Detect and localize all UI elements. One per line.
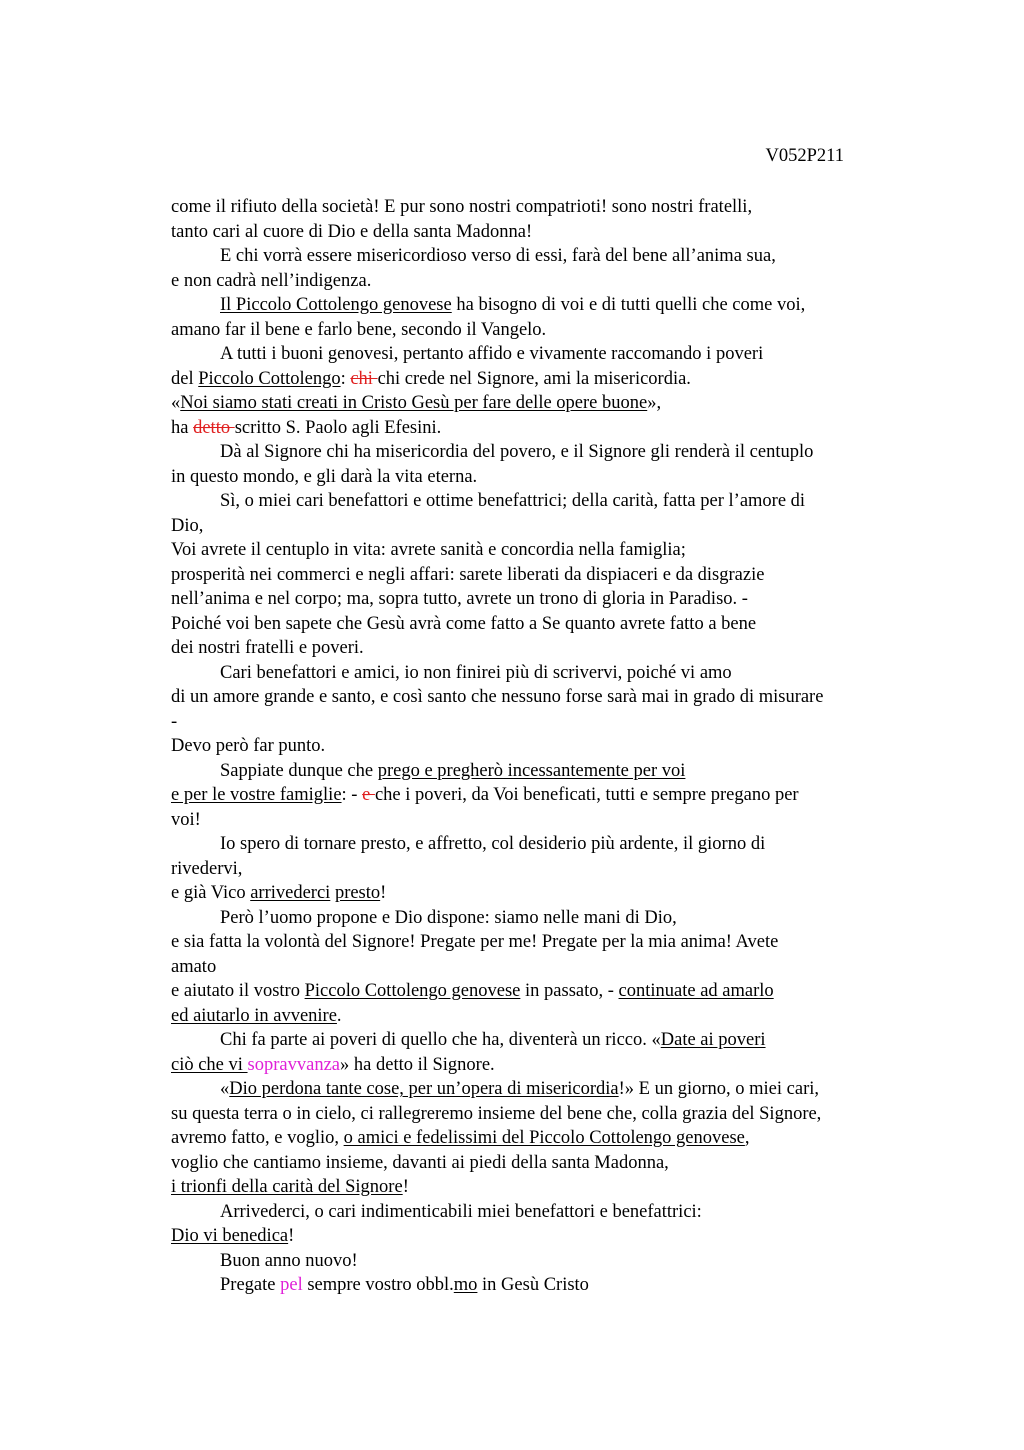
text-line: e sia fatta la volontà del Signore! Pregate per me! Pregate per la mia anima! Avete <box>171 932 779 952</box>
underlined-text: Dio perdona tante cose, per un’opera di misericordia <box>229 1079 619 1099</box>
text-line: tanto cari al cuore di Dio e della santa Madonna! <box>171 221 533 242</box>
text-line: e già Vico arrivederci presto! <box>171 883 387 903</box>
text-line: in questo mondo, e gli darà la vita eterna. <box>171 466 478 487</box>
underlined-text: o amici e fedelissimi del Piccolo Cottolengo genovese <box>343 1128 745 1148</box>
deleted-text: detto <box>193 417 235 438</box>
text-line: dei nostri fratelli e poveri. <box>171 638 364 658</box>
text-line: voglio che cantiamo insieme, davanti ai piedi della santa Madonna, <box>171 1152 669 1173</box>
text-line: ed aiutarlo in avvenire. <box>171 1005 342 1026</box>
underlined-text: presto <box>334 883 381 903</box>
text-line: - <box>171 711 178 732</box>
magenta-text: pel <box>280 1275 303 1295</box>
text-line: Devo però far punto. <box>171 736 326 756</box>
underlined-text: Dio vi benedica <box>171 1226 289 1246</box>
text-line: Sappiate dunque che prego e pregherò incessantemente per voi <box>220 760 686 781</box>
text-line: «Noi siamo stati creati in Cristo Gesù per fare delle opere buone», <box>171 393 662 413</box>
text-line: i trionfi della carità del Signore! <box>171 1177 409 1197</box>
text-line: nell’anima e nel corpo; ma, sopra tutto, avrete un trono di gloria in Paradiso. - <box>171 589 748 609</box>
text-line: Arrivederci, o cari indimenticabili miei benefattori e benefattrici: <box>220 1201 702 1222</box>
underlined-text: i trionfi della carità del Signore <box>171 1177 403 1197</box>
underlined-text: mo <box>453 1275 478 1295</box>
text-line: ha detto scritto S. Paolo agli Efesini. <box>171 417 442 438</box>
underlined-text: Date ai poveri <box>660 1030 766 1050</box>
underlined-text: ed aiutarlo in avvenire <box>171 1005 337 1026</box>
text-line: amano far il bene e farlo bene, secondo il Vangelo. <box>171 319 547 340</box>
underlined-text: Noi siamo stati creati in Cristo Gesù per fare delle opere buone <box>180 393 648 413</box>
underlined-text: prego e pregherò incessantemente per voi <box>377 760 686 781</box>
underlined-text: Piccolo Cottolengo <box>198 368 341 389</box>
text-line: Voi avrete il centuplo in vita: avrete sanità e concordia nella famiglia; <box>171 540 686 560</box>
text-line: rivedervi, <box>171 858 243 879</box>
underlined-text: arrivederci <box>250 883 331 903</box>
text-line: amato <box>171 956 217 977</box>
underlined-text: continuate ad amarlo <box>618 981 774 1001</box>
text-line: «Dio perdona tante cose, per un’opera di misericordia!» E un giorno, o miei cari, <box>220 1079 820 1099</box>
text-line: Io spero di tornare presto, e affretto, col desiderio più ardente, il giorno di <box>220 834 766 854</box>
text-line: E chi vorrà essere misericordioso verso di essi, farà del bene all’anima sua, <box>220 246 776 266</box>
text-line: Chi fa parte ai poveri di quello che ha, diventerà un ricco. «Date ai poveri <box>220 1030 766 1050</box>
text-line: Però l’uomo propone e Dio dispone: siamo nelle mani di Dio, <box>220 907 677 928</box>
underlined-text: Piccolo Cottolengo genovese <box>304 981 521 1001</box>
text-line: Dà al Signore chi ha misericordia del povero, e il Signore gli renderà il centuplo <box>220 442 814 462</box>
text-line: Buon anno nuovo! <box>220 1250 358 1271</box>
text-line: prosperità nei commerci e negli affari: sarete liberati da dispiaceri e da disgrazie <box>171 564 765 585</box>
text-line: come il rifiuto della società! E pur sono nostri compatrioti! sono nostri fratelli, <box>171 197 753 217</box>
text-line: Dio, <box>171 515 204 536</box>
text-line: Cari benefattori e amici, io non finirei più di scrivervi, poiché vi amo <box>220 662 732 683</box>
text-line: e aiutato il vostro Piccolo Cottolengo genovese in passato, - continuate ad amarlo <box>171 981 774 1001</box>
page-code: V052P211 <box>765 146 844 166</box>
text-line: voi! <box>171 809 201 830</box>
text-line: su questa terra o in cielo, ci rallegreremo insieme del bene che, colla grazia del Signore, <box>171 1103 822 1124</box>
text-line: avremo fatto, e voglio, o amici e fedelissimi del Piccolo Cottolengo genovese, <box>171 1128 750 1148</box>
deleted-text: chi <box>350 368 378 389</box>
text-line: Il Piccolo Cottolengo genovese ha bisogno di voi e di tutti quelli che come voi, <box>220 295 806 315</box>
text-line: e non cadrà nell’indigenza. <box>171 270 372 291</box>
underlined-text: Il Piccolo Cottolengo genovese <box>220 295 452 315</box>
letter-body <box>171 195 911 1298</box>
text-line: Poiché voi ben sapete che Gesù avrà come fatto a Se quanto avrete fatto a bene <box>171 613 757 634</box>
text-line: Sì, o miei cari benefattori e ottime benefattrici; della carità, fatta per l’amore di <box>220 491 806 511</box>
text-line: A tutti i buoni genovesi, pertanto affido e vivamente raccomando i poveri <box>220 344 764 364</box>
text-line: ciò che vi sopravvanza» ha detto il Signore. <box>171 1054 495 1075</box>
deleted-text: e <box>362 785 375 805</box>
text-line: Dio vi benedica! <box>171 1226 295 1246</box>
text-line: e per le vostre famiglie: - e che i poveri, da Voi beneficati, tutti e sempre pregano per <box>171 785 799 805</box>
text-line: di un amore grande e santo, e così santo che nessuno forse sarà mai in grado di misurare <box>171 687 824 707</box>
underlined-text: ciò che vi <box>171 1054 248 1075</box>
underlined-text: e per le vostre famiglie <box>171 785 342 805</box>
magenta-text: sopravvanza <box>247 1054 341 1075</box>
text-line: Pregate pel sempre vostro obbl.mo in Gesù Cristo <box>220 1275 589 1295</box>
text-line: del Piccolo Cottolengo: chi chi crede nel Signore, ami la misericordia. <box>171 368 691 389</box>
